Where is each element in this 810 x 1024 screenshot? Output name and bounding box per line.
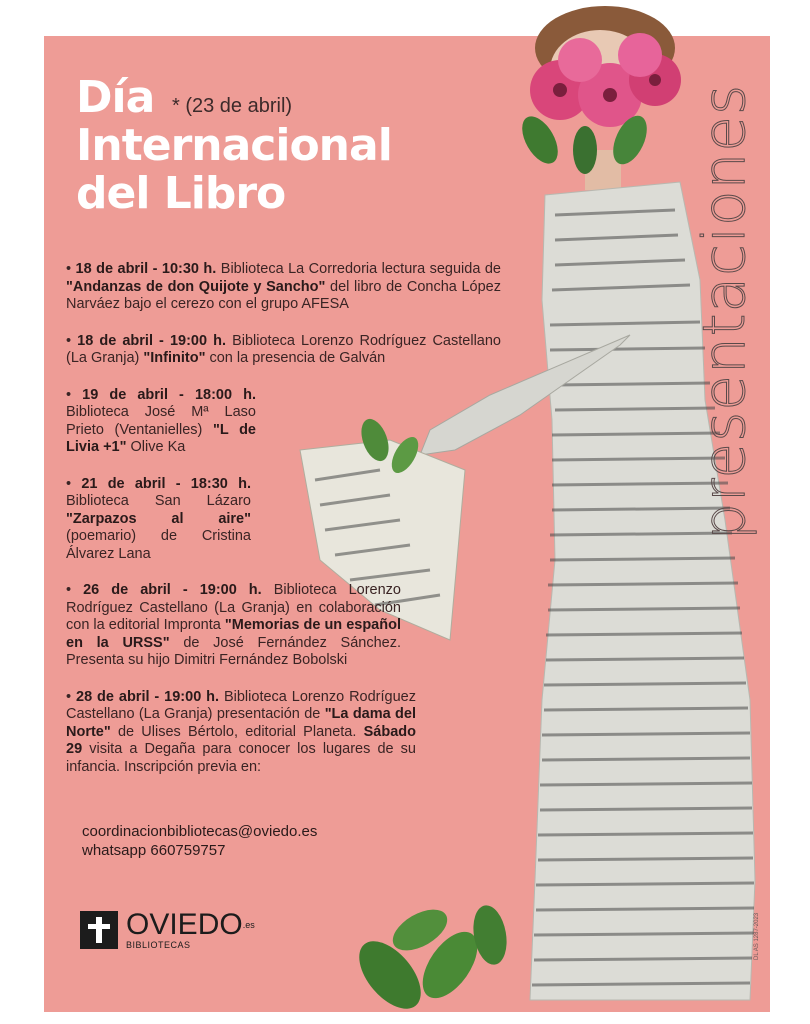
event-item: • 28 de abril - 19:00 h. Biblioteca Lorenzo Rodríguez Castellano (La Granja) presentación de "La dama del Norte" de Ulises Bértolo, editorial Planeta. Sábado 29 visita a Degaña para conocer los lugares de su infancia. Inscripción previa en: [66,688,416,775]
event-date: 18 de abril - 19:00 h. [77,332,226,349]
logo-text [126,910,255,950]
title-line-2: Internacional [76,120,392,171]
oviedo-cross-icon [80,911,118,949]
event-text: (poemario) de Cristina Álvarez Lana [66,528,251,562]
event-item: • 19 de abril - 18:00 h. Biblioteca José Mª Laso Prieto (Ventanielles) "L de Livia +1" Olive Ka [66,386,256,455]
event-title: "La dama del Norte" [66,706,416,740]
event-title: "Zarpazos al aire" [66,510,251,527]
event-item: • 26 de abril - 19:00 h. Biblioteca Lorenzo Rodríguez Castellano (La Granja) en colaboración con la editorial Impronta "Memorias de un español en la URSS" de José Fernández Sánchez. Presenta su hijo Dimitri Fernández Bobolski [66,582,401,668]
event-date: 26 de abril - 19:00 h. [83,582,262,598]
legal-deposit-text: DL AS 1287-2023 [754,912,760,960]
logo-bibliotecas: BIBLIOTECAS [126,940,191,950]
logo-city-name: OVIEDO [126,908,243,941]
event-text: Biblioteca La Corredoria lectura seguida de [216,261,501,277]
event-date: 19 de abril - 18:00 h. [82,386,256,403]
presentaciones-vertical-text: presentaciones [690,83,758,540]
event-text: Olive Ka [126,439,186,455]
event-date: 21 de abril - 18:30 h. [81,475,251,492]
event-text: de José Fernández Sánchez. Presenta su hijo Dimitri Fernández Bobolski [66,634,401,668]
event-title: "L de Livia +1" [66,421,256,455]
event-item: • 18 de abril - 10:30 h. Biblioteca La Corredoria lectura seguida de "Andanzas de don Quijote y Sancho" del libro de Concha López Narváez bajo el cerezo con el grupo AFESA [66,261,501,312]
event-title: "Memorias de un español en la URSS" [66,617,401,651]
title-date-note: * (23 de abril) [172,95,293,117]
event-text: visita a Degaña para conocer los lugares de su infancia. Inscripción previa en: [66,741,416,775]
event-title: "Andanzas de don Quijote y Sancho" [66,278,326,295]
event-title: Sábado 29 [66,723,416,757]
event-date: 18 de abril - 10:30 h. [75,261,217,277]
logo-suffix: .es [242,920,255,930]
events-list [66,261,501,795]
title-line-3: del Libro [76,168,286,219]
poster-title [76,74,392,218]
contact-info [82,822,317,860]
event-title: "Infinito" [143,350,206,366]
event-item: • 21 de abril - 18:30 h. Biblioteca San Lázaro "Zarpazos al aire" (poemario) de Cristina Álvarez Lana [66,475,251,562]
contact-email-link[interactable]: coordinacionbibliotecas@oviedo.es [82,823,318,840]
event-text: de Ulises Bértolo, editorial Planeta. [110,723,364,740]
event-text: Biblioteca San Lázaro [66,493,251,509]
title-line-1: Día [76,72,155,123]
event-text: con la presencia de Galván [205,350,386,366]
event-text: Biblioteca José Mª Laso Prieto (Ventanielles) [66,404,256,438]
event-text: Biblioteca Lorenzo Rodríguez Castellano (La Granja) en colaboración con la editorial Impronta [66,582,401,633]
event-text: Biblioteca Lorenzo Rodríguez Castellano (La Granja) presentación de [66,688,416,722]
event-text: Biblioteca Lorenzo Rodríguez Castellano (La Granja) [66,332,501,366]
event-text: del libro de Concha López Narváez bajo el cerezo con el grupo AFESA [66,278,501,312]
event-date: 28 de abril - 19:00 h. [76,688,220,705]
contact-whatsapp: whatsapp 660759757 [82,842,226,859]
event-item: • 18 de abril - 19:00 h. Biblioteca Lorenzo Rodríguez Castellano (La Granja) "Infinito" con la presencia de Galván [66,332,501,366]
oviedo-logo [80,910,255,950]
